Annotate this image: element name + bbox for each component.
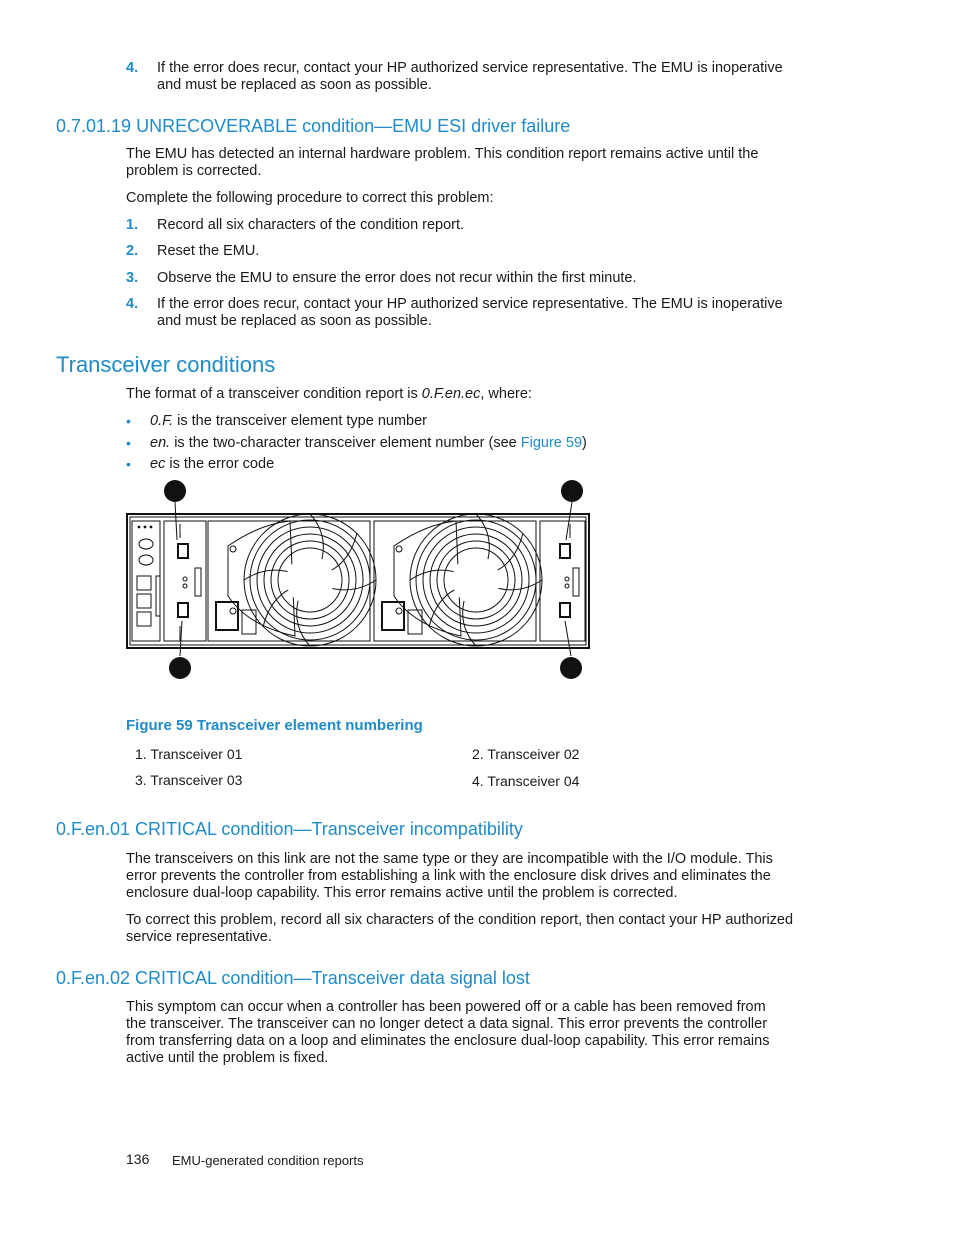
- section-heading: 0.F.en.02 CRITICAL condition—Transceiver data signal lost: [56, 968, 530, 988]
- step-text: If the error does recur, contact your HP authorized service representative. The EMU is inoperative: [157, 60, 783, 76]
- step-number: 2.: [126, 243, 139, 259]
- bullet-item: [150, 456, 274, 473]
- paragraph: To correct this problem, record all six characters of the condition report, then contact your HP authorized: [126, 912, 794, 928]
- figure-caption: Figure 59 Transceiver element numbering: [126, 717, 423, 734]
- legend-item: 4. Transceiver 04: [472, 773, 580, 789]
- bullet-text: is the error code: [165, 456, 275, 472]
- format-code: 0.F.: [150, 413, 174, 429]
- format-code: 0.F.en.ec: [421, 386, 481, 402]
- legend-item: 1. Transceiver 01: [135, 746, 243, 762]
- bullet-item: [150, 413, 427, 430]
- section-heading: 0.7.01.19 UNRECOVERABLE condition—EMU ESI driver failure: [56, 116, 571, 136]
- paragraph: the transceiver. The transceiver can no longer detect a data signal. This error prevents the controller: [126, 1016, 768, 1032]
- bullet-text: is the two-character transceiver element number (see: [170, 435, 521, 451]
- bullet-text: is the transceiver element type number: [173, 413, 427, 429]
- bullet-icon: •: [126, 413, 131, 429]
- paragraph: The EMU has detected an internal hardware problem. This condition report remains active until the: [126, 146, 759, 162]
- step-number: 4.: [126, 296, 139, 312]
- section-heading: 0.F.en.01 CRITICAL condition—Transceiver incompatibility: [56, 819, 523, 839]
- format-code: en.: [150, 435, 171, 451]
- step-text: Record all six characters of the condition report.: [157, 217, 465, 233]
- format-code: ec: [150, 456, 166, 472]
- paragraph: from transferring data on a loop and eliminates the enclosure dual-loop capability. This error remains: [126, 1033, 770, 1049]
- legend-item: 3. Transceiver 03: [135, 772, 243, 788]
- paragraph: active until the problem is fixed.: [126, 1050, 329, 1066]
- paragraph: service representative.: [126, 929, 272, 945]
- step-text: Reset the EMU.: [157, 243, 260, 259]
- transceiver-figure: [120, 476, 600, 686]
- step-number: 4.: [126, 60, 139, 76]
- paragraph: problem is corrected.: [126, 163, 262, 179]
- legend-item: 2. Transceiver 02: [472, 746, 580, 762]
- running-footer: EMU-generated condition reports: [172, 1153, 364, 1168]
- intro-text: , where:: [480, 386, 532, 402]
- section-heading: Transceiver conditions: [56, 352, 276, 377]
- bullet-icon: •: [126, 456, 131, 472]
- step-text: and must be replaced as soon as possible.: [157, 77, 432, 93]
- paragraph: The transceivers on this link are not the same type or they are incompatible with the I/O module. This: [126, 851, 773, 867]
- step-text: and must be replaced as soon as possible.: [157, 313, 432, 329]
- paragraph: Complete the following procedure to correct this problem:: [126, 190, 494, 206]
- step-number: 1.: [126, 217, 139, 233]
- figure-link[interactable]: Figure 59: [520, 435, 583, 451]
- page-number: 136: [126, 1151, 150, 1167]
- bullet-text: ): [582, 435, 587, 451]
- bullet-item: [150, 435, 587, 452]
- paragraph: This symptom can occur when a controller has been powered off or a cable has been removed from: [126, 999, 766, 1015]
- intro-text: The format of a transceiver condition report is: [126, 386, 422, 402]
- paragraph: enclosure dual-loop capability. This error remains active until the problem is corrected.: [126, 885, 678, 901]
- step-text: If the error does recur, contact your HP authorized service representative. The EMU is inoperative: [157, 296, 783, 312]
- bullet-icon: •: [126, 435, 131, 451]
- paragraph: [126, 386, 532, 403]
- step-text: Observe the EMU to ensure the error does not recur within the first minute.: [157, 270, 637, 286]
- step-number: 3.: [126, 270, 139, 286]
- paragraph: error prevents the controller from establishing a link with the enclosure disk drives and eliminates the: [126, 868, 771, 884]
